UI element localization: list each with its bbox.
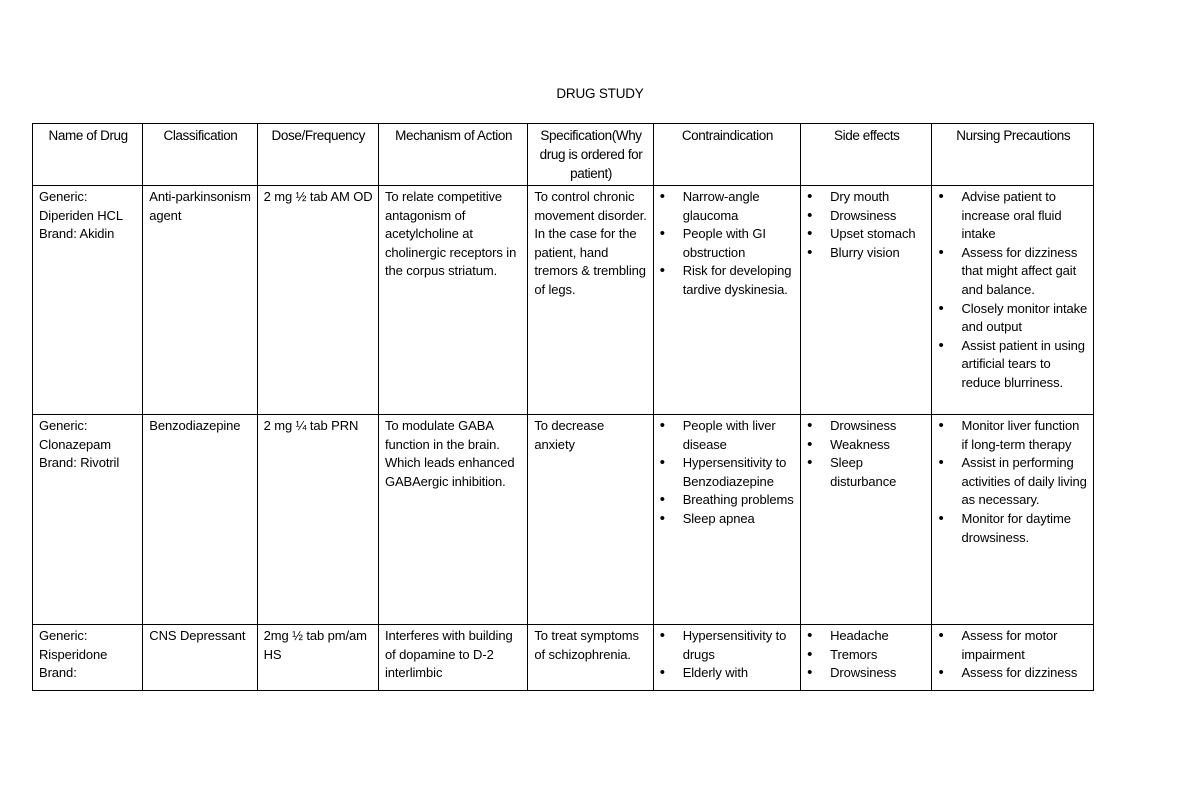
list-item: • People with liver disease [660,417,795,454]
column-header: Name of Drug [33,124,143,186]
dose-cell: 2mg ½ tab pm/am HS [257,625,378,691]
specification-cell: To decrease anxiety [528,415,653,625]
list-item: • Upset stomach [807,225,926,244]
mechanism-cell: Interferes with building of dopamine to D-2 interlimbic [378,625,527,691]
list-item: • Assess for motor impairment [938,627,1088,664]
list-item: • Weakness [807,436,926,455]
contraindication-cell [653,625,800,691]
list-item: • Headache [807,627,926,646]
side-effects-cell [801,186,932,415]
list-item: • Assist in performing activities of daily living as necessary. [938,454,1088,510]
list-item: • Breathing problems [660,491,795,510]
list-item: • Drowsiness [807,207,926,226]
list-item: • Advise patient to increase oral fluid intake [938,188,1088,244]
drug-name-line: Brand: Akidin [39,226,115,242]
drug-name-cell [33,625,143,691]
list-item: • Narrow-angle glaucoma [660,188,795,225]
contraindication-cell [653,415,800,625]
document-title: DRUG STUDY [556,86,644,101]
list-item: • Risk for developing tardive dyskinesia. [660,262,795,299]
column-header: Specification(Why drug is ordered for patient) [528,124,653,186]
side-effects-cell [801,625,932,691]
dose-cell: 2 mg ¼ tab PRN [257,415,378,625]
list-item: • Dry mouth [807,188,926,207]
specification-cell: To control chronic movement disorder. In the case for the patient, hand tremors & trembling of legs. [528,186,653,415]
list-item: • Drowsiness [807,417,926,436]
column-header: Contraindication [653,124,800,186]
mechanism-cell: To modulate GABA function in the brain. Which leads enhanced GABAergic inhibition. [378,415,527,625]
drug-name-line: Clonazepam [39,436,111,452]
column-header: Mechanism of Action [378,124,527,186]
list-item: • Monitor for daytime drowsiness. [938,510,1088,547]
drug-name-line: Generic: [39,189,88,204]
drug-name-line: Diperiden HCL [39,207,123,223]
nursing-precautions-cell [932,625,1094,691]
drug-name-line: Generic: [39,628,88,643]
table-row [33,186,1094,415]
list-item: • Assist patient in using artificial tears to reduce blurriness. [938,337,1088,393]
list-item: • People with GI obstruction [660,225,795,262]
list-item: • Sleep disturbance [807,454,926,491]
list-item: • Closely monitor intake and output [938,300,1088,337]
column-header: Classification [143,124,257,186]
column-header: Dose/Frequency [257,124,378,186]
specification-cell: To treat symptoms of schizophrenia. [528,625,653,691]
nursing-precautions-cell [932,415,1094,625]
drug-name-line: Generic: [39,418,88,433]
drug-name-cell [33,186,143,415]
classification-cell: Benzodiazepine [143,415,257,625]
nursing-precautions-cell [932,186,1094,415]
column-header: Nursing Precautions [932,124,1094,186]
list-item: • Blurry vision [807,244,926,263]
side-effects-cell [801,415,932,625]
list-item: • Elderly with [660,664,795,683]
list-item: • Hypersensitivity to drugs [660,627,795,664]
drug-study-table [32,123,1094,691]
dose-cell: 2 mg ½ tab AM OD [257,186,378,415]
table-row [33,625,1094,691]
drug-name-line: Brand: Rivotril [39,455,120,471]
list-item: • Drowsiness [807,664,926,683]
list-item: • Monitor liver function if long-term therapy [938,417,1088,454]
classification-cell: Anti-parkinsonism agent [143,186,257,415]
table-row [33,415,1094,625]
list-item: • Assess for dizziness [938,664,1088,683]
mechanism-cell: To relate competitive antagonism of acetylcholine at cholinergic receptors in the corpus striatum. [378,186,527,415]
classification-cell: CNS Depressant [143,625,257,691]
column-header: Side effects [801,124,932,186]
drug-name-line: Brand: [39,665,77,681]
list-item: • Sleep apnea [660,510,795,529]
contraindication-cell [653,186,800,415]
drug-name-cell [33,415,143,625]
list-item: • Assess for dizziness that might affect gait and balance. [938,244,1088,300]
table-header-row [33,124,1094,186]
list-item: • Tremors [807,646,926,665]
list-item: • Hypersensitivity to Benzodiazepine [660,454,795,491]
drug-name-line: Risperidone [39,646,108,662]
